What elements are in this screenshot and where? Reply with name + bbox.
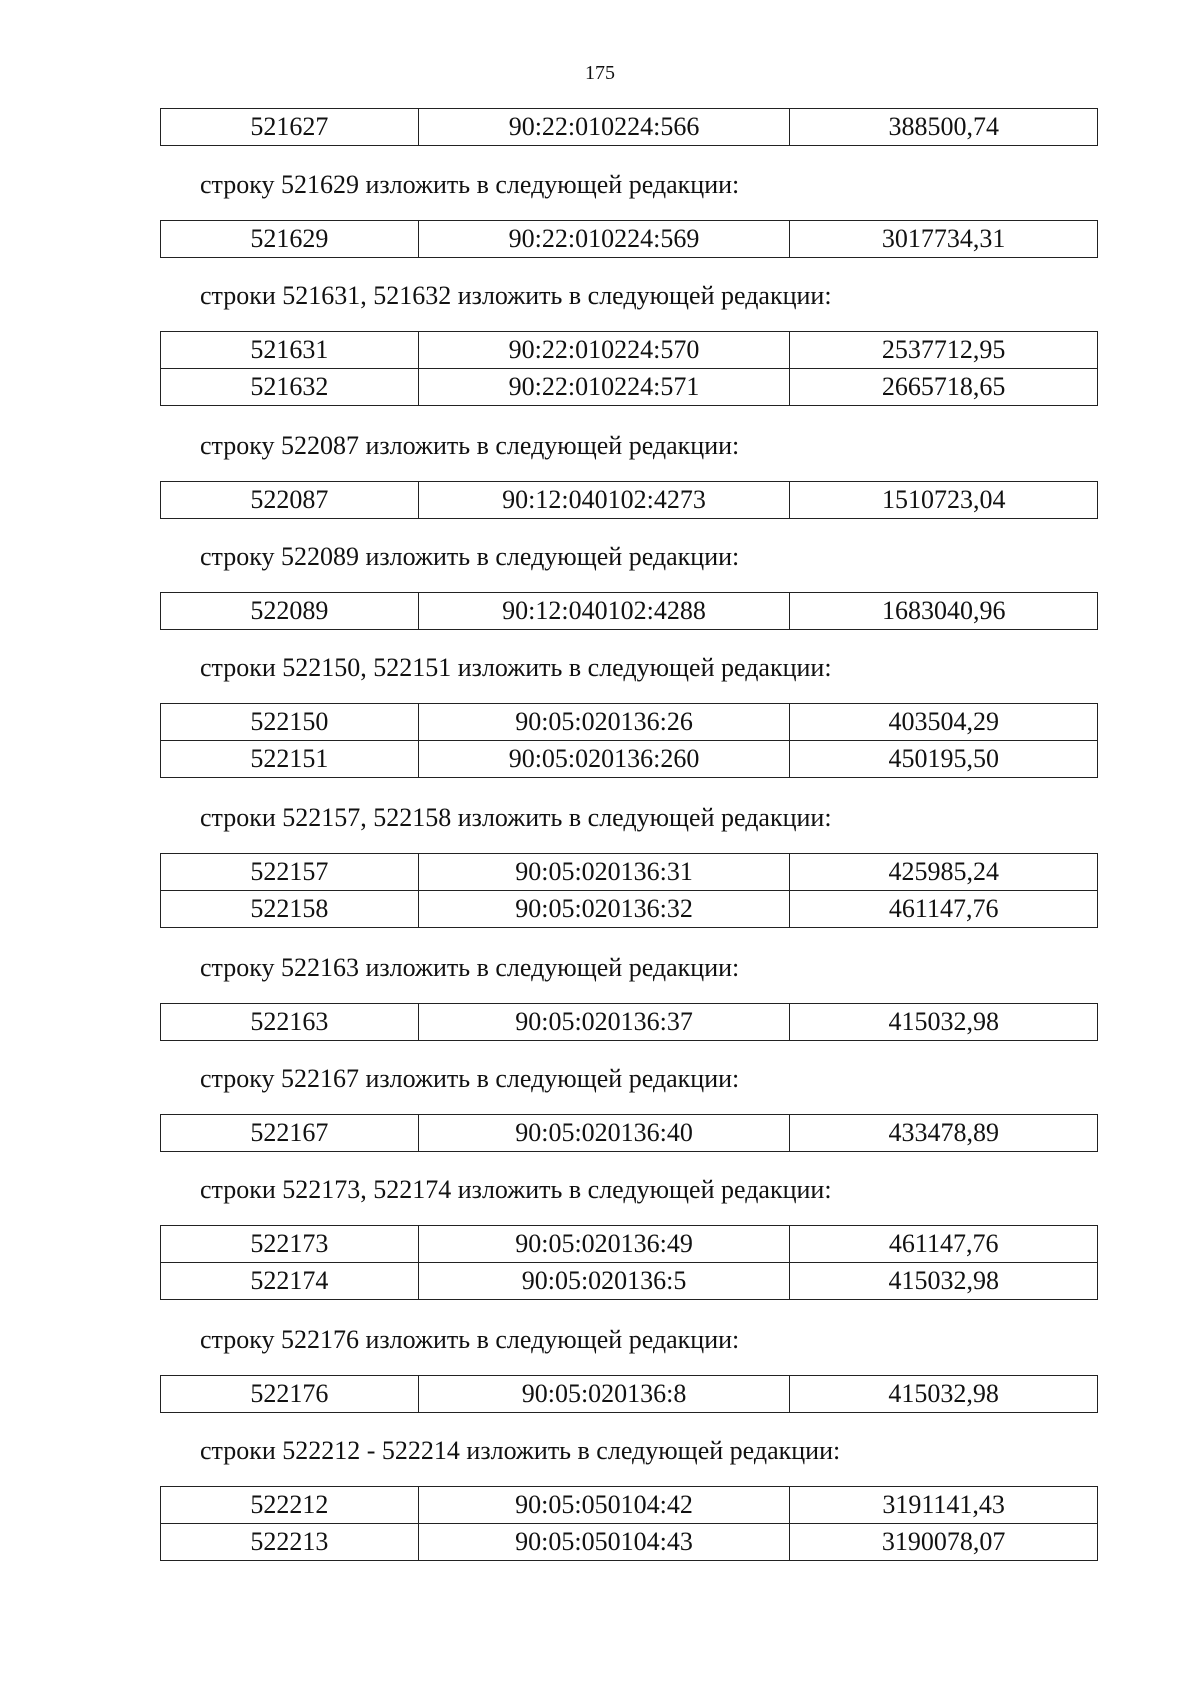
row-number-cell: 522087 (161, 482, 419, 519)
row-number-cell: 522176 (161, 1376, 419, 1413)
value-cell: 415032,98 (790, 1376, 1098, 1413)
amendment-table (160, 1225, 1098, 1300)
cadastral-number-cell: 90:05:020136:37 (418, 1004, 790, 1041)
value-cell: 415032,98 (790, 1004, 1098, 1041)
amendment-table (160, 1003, 1098, 1041)
row-number-cell: 522173 (161, 1226, 419, 1263)
row-number-cell: 521631 (161, 332, 419, 369)
table-row (161, 1004, 1098, 1041)
value-cell: 2665718,65 (790, 369, 1098, 406)
cadastral-number-cell: 90:05:020136:260 (418, 741, 790, 778)
amendment-table (160, 853, 1098, 928)
table-row (161, 482, 1098, 519)
cadastral-number-cell: 90:05:020136:5 (418, 1263, 790, 1300)
value-cell: 388500,74 (790, 109, 1098, 146)
amendment-instruction: строку 522089 изложить в следующей редакции: (200, 542, 740, 571)
amendment-instruction: строку 521629 изложить в следующей редакции: (200, 170, 740, 199)
cadastral-number-cell: 90:22:010224:571 (418, 369, 790, 406)
amendment-instruction: строки 522150, 522151 изложить в следующей редакции: (200, 653, 832, 682)
table-row (161, 221, 1098, 258)
amendment-instruction: строку 522163 изложить в следующей редакции: (200, 953, 740, 982)
value-cell: 403504,29 (790, 704, 1098, 741)
cadastral-number-cell: 90:05:020136:8 (418, 1376, 790, 1413)
amendment-table (160, 1114, 1098, 1152)
table-row (161, 704, 1098, 741)
table-row (161, 1115, 1098, 1152)
amendment-table (160, 1486, 1098, 1561)
table-row (161, 741, 1098, 778)
amendment-instruction: строки 522173, 522174 изложить в следующей редакции: (200, 1175, 832, 1204)
row-number-cell: 522150 (161, 704, 419, 741)
value-cell: 1683040,96 (790, 593, 1098, 630)
value-cell: 450195,50 (790, 741, 1098, 778)
cadastral-number-cell: 90:12:040102:4273 (418, 482, 790, 519)
amendment-table (160, 1375, 1098, 1413)
cadastral-number-cell: 90:05:020136:31 (418, 854, 790, 891)
amendment-table (160, 703, 1098, 778)
row-number-cell: 522158 (161, 891, 419, 928)
row-number-cell: 522213 (161, 1524, 419, 1561)
cadastral-number-cell: 90:22:010224:570 (418, 332, 790, 369)
value-cell: 461147,76 (790, 891, 1098, 928)
row-number-cell: 521629 (161, 221, 419, 258)
amendment-table (160, 481, 1098, 519)
table-row (161, 332, 1098, 369)
table-row (161, 1263, 1098, 1300)
cadastral-number-cell: 90:22:010224:569 (418, 221, 790, 258)
cadastral-number-cell: 90:05:020136:40 (418, 1115, 790, 1152)
cadastral-number-cell: 90:05:020136:49 (418, 1226, 790, 1263)
table-row (161, 1524, 1098, 1561)
table-row (161, 109, 1098, 146)
cadastral-number-cell: 90:05:050104:42 (418, 1487, 790, 1524)
amendment-table (160, 108, 1098, 146)
row-number-cell: 522167 (161, 1115, 419, 1152)
row-number-cell: 521627 (161, 109, 419, 146)
amendment-table (160, 331, 1098, 406)
amendment-table (160, 592, 1098, 630)
amendment-instruction: строку 522167 изложить в следующей редакции: (200, 1064, 740, 1093)
row-number-cell: 522157 (161, 854, 419, 891)
cadastral-number-cell: 90:05:050104:43 (418, 1524, 790, 1561)
table-row (161, 369, 1098, 406)
cadastral-number-cell: 90:22:010224:566 (418, 109, 790, 146)
amendment-instruction: строку 522087 изложить в следующей редакции: (200, 431, 740, 460)
value-cell: 433478,89 (790, 1115, 1098, 1152)
value-cell: 1510723,04 (790, 482, 1098, 519)
page-number: 175 (585, 62, 615, 84)
amendment-instruction: строки 522212 - 522214 изложить в следующей редакции: (200, 1436, 841, 1465)
table-row (161, 854, 1098, 891)
row-number-cell: 522151 (161, 741, 419, 778)
value-cell: 3017734,31 (790, 221, 1098, 258)
cadastral-number-cell: 90:05:020136:32 (418, 891, 790, 928)
value-cell: 3191141,43 (790, 1487, 1098, 1524)
amendment-instruction: строку 522176 изложить в следующей редакции: (200, 1325, 740, 1354)
amendment-table (160, 220, 1098, 258)
value-cell: 425985,24 (790, 854, 1098, 891)
row-number-cell: 522163 (161, 1004, 419, 1041)
table-row (161, 891, 1098, 928)
amendment-instruction: строки 522157, 522158 изложить в следующей редакции: (200, 803, 832, 832)
value-cell: 3190078,07 (790, 1524, 1098, 1561)
value-cell: 2537712,95 (790, 332, 1098, 369)
row-number-cell: 522212 (161, 1487, 419, 1524)
table-row (161, 1226, 1098, 1263)
table-row (161, 593, 1098, 630)
row-number-cell: 522089 (161, 593, 419, 630)
row-number-cell: 521632 (161, 369, 419, 406)
table-row (161, 1376, 1098, 1413)
row-number-cell: 522174 (161, 1263, 419, 1300)
table-row (161, 1487, 1098, 1524)
amendment-instruction: строки 521631, 521632 изложить в следующей редакции: (200, 281, 832, 310)
value-cell: 415032,98 (790, 1263, 1098, 1300)
value-cell: 461147,76 (790, 1226, 1098, 1263)
cadastral-number-cell: 90:05:020136:26 (418, 704, 790, 741)
cadastral-number-cell: 90:12:040102:4288 (418, 593, 790, 630)
